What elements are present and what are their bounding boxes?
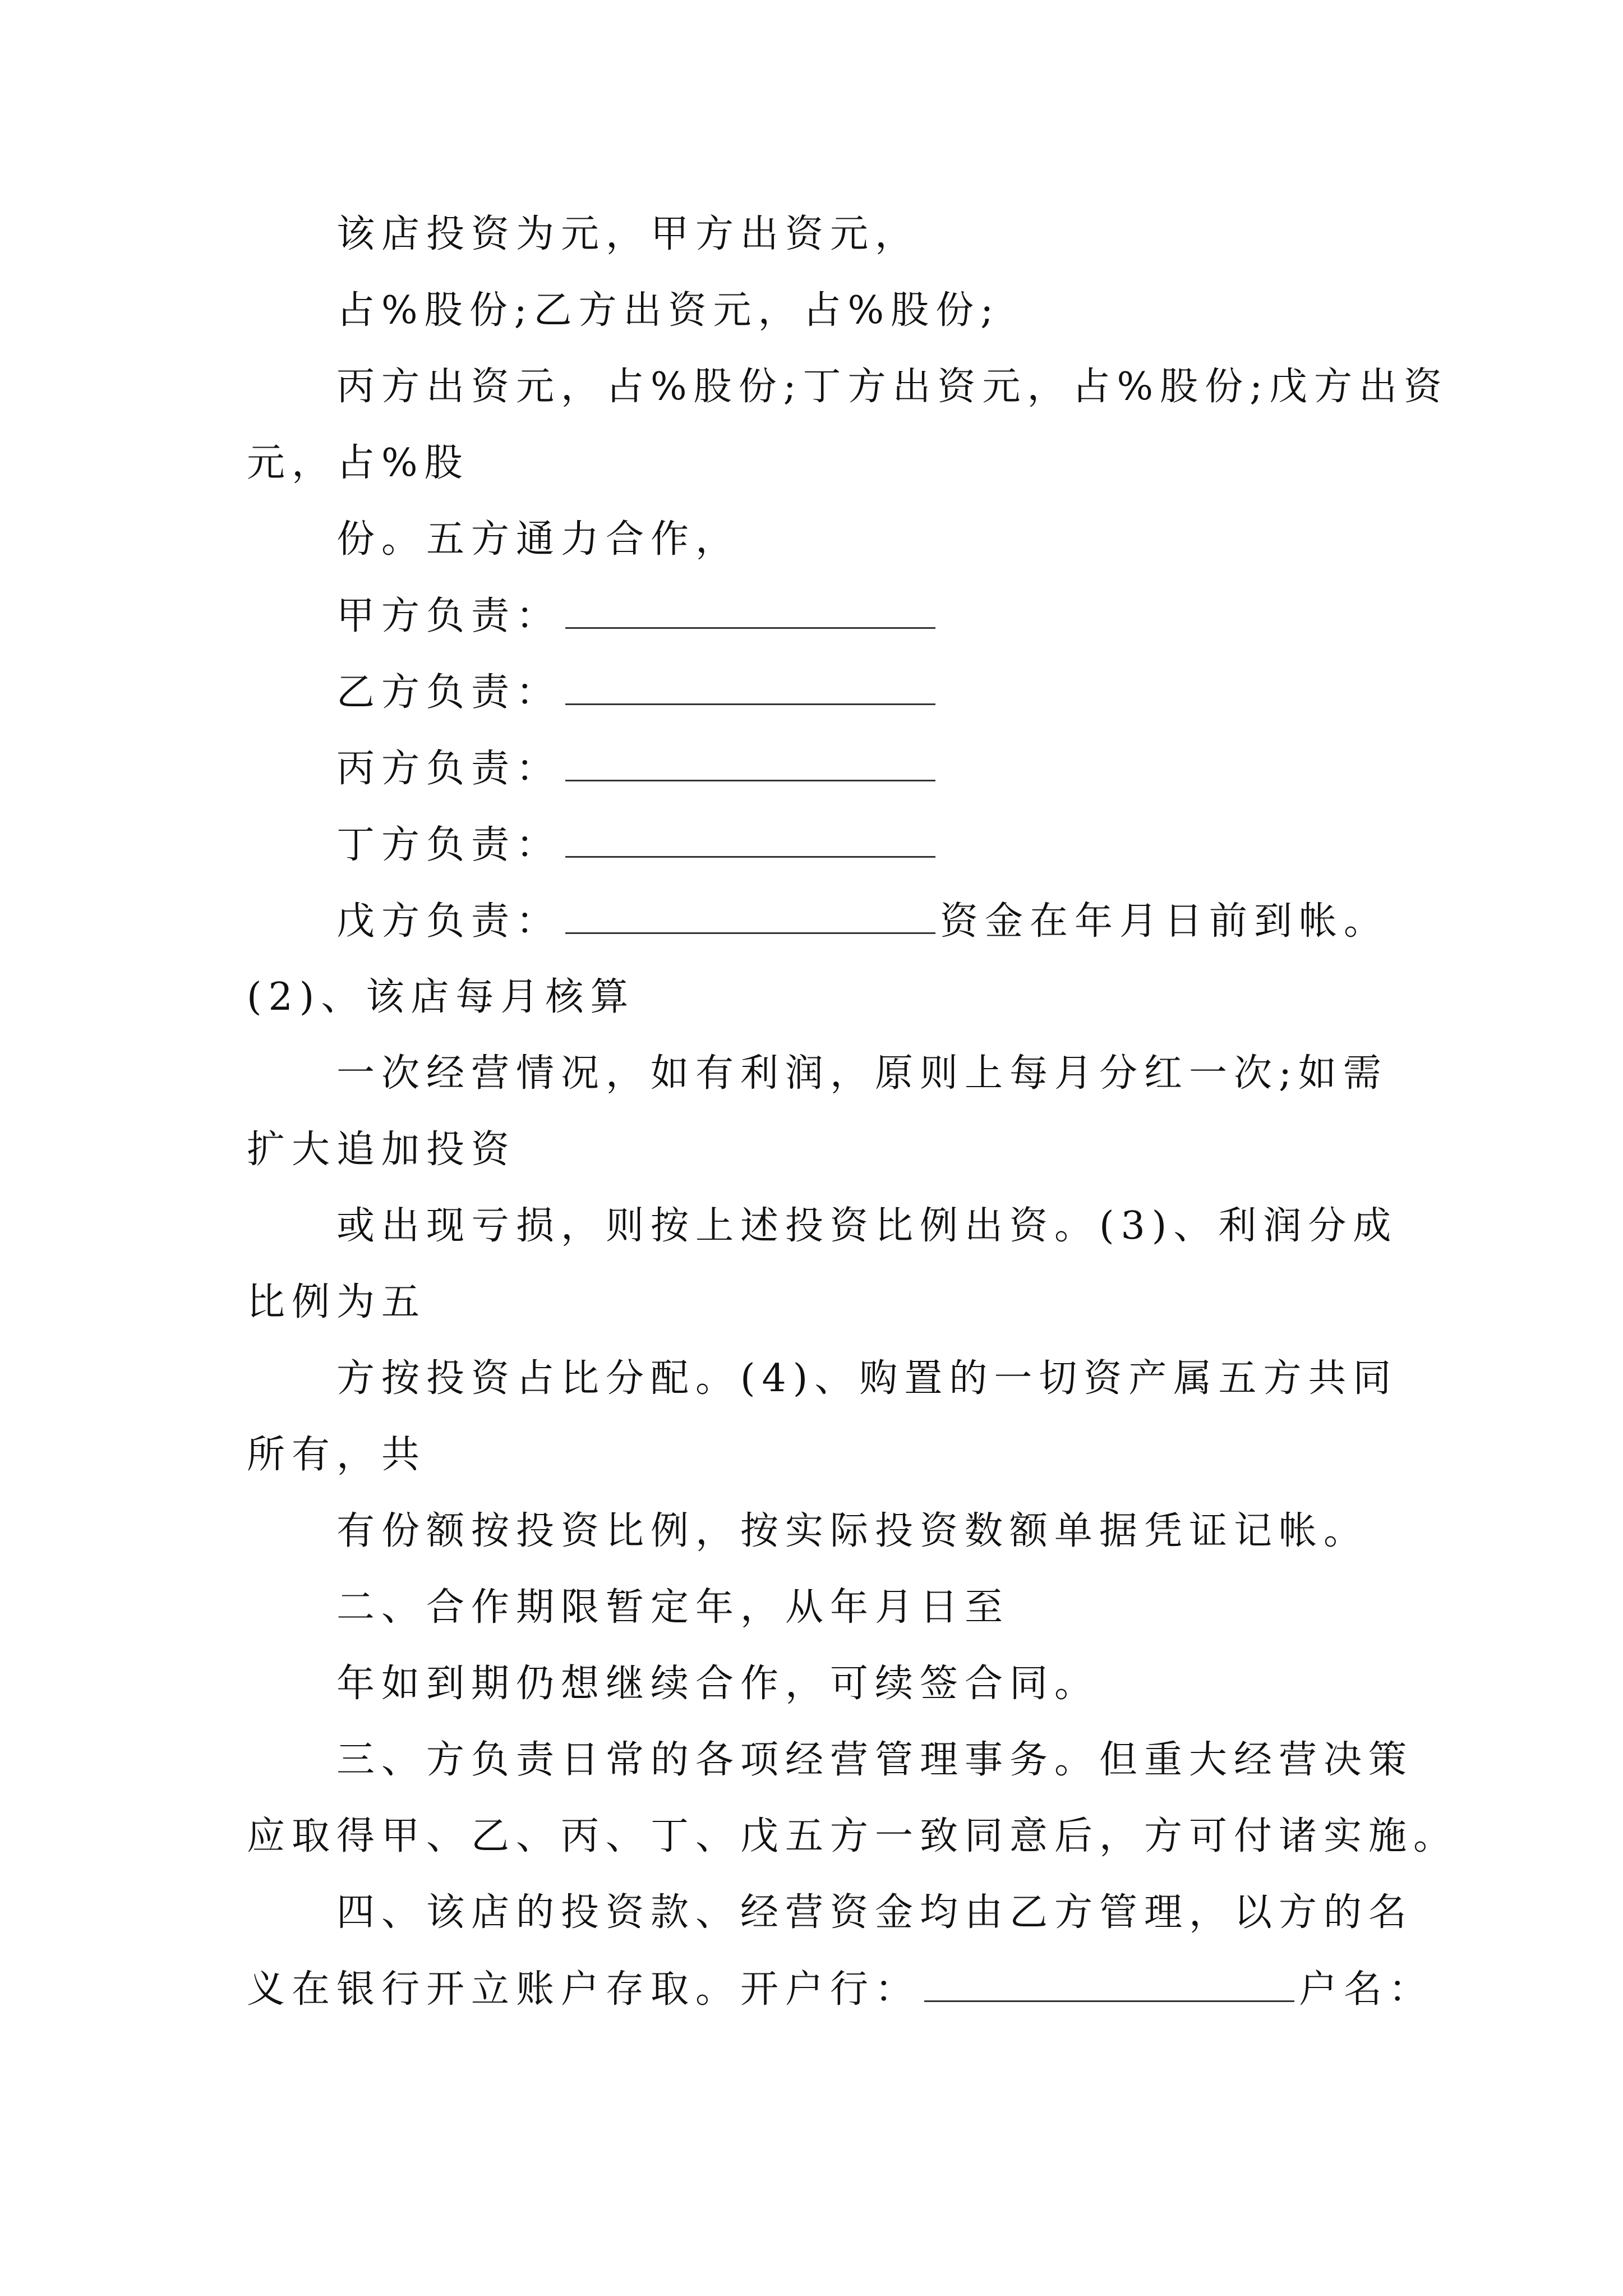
paragraph-line: 三、方负责日常的各项经营管理事务。但重大经营决策 [336, 1738, 1414, 1782]
paragraph-line: 一次经营情况，如有利润，原则上每月分红一次;如需 [336, 1051, 1388, 1096]
paragraph-line: 扩大追加投资 [247, 1128, 517, 1172]
paragraph-line: 元，占%股 [247, 441, 469, 485]
blank-field [565, 670, 935, 705]
blank-field [565, 899, 935, 934]
bank-label: 义在银行开立账户存取。开户行： [247, 1967, 920, 2012]
paragraph-line: 该店投资为元，甲方出资元， [336, 212, 920, 256]
paragraph-line: 比例为五 [247, 1280, 427, 1324]
responsibility-line-b [336, 670, 940, 715]
blank-field [565, 593, 935, 629]
responsibility-line-a [336, 593, 940, 639]
paragraph-line: 占%股份;乙方出资元，占%股份; [336, 288, 1000, 333]
paragraph-line: 年如到期仍想继续合作，可续签合同。 [336, 1662, 1100, 1706]
responsibility-label: 戊方负责： [336, 899, 561, 944]
account-name-label: 户名： [1299, 1967, 1434, 2012]
paragraph-line: 方按投资占比分配。(4)、购置的一切资产属五方共同 [336, 1356, 1398, 1401]
paragraph-line: 二、合作期限暂定年，从年月日至 [336, 1585, 1010, 1630]
paragraph-line: 所有，共 [247, 1433, 427, 1477]
paragraph-line: 应取得甲、乙、丙、丁、戊五方一致同意后，方可付诸实施。 [247, 1814, 1459, 1858]
blank-field [565, 822, 935, 858]
paragraph-line: 丙方出资元，占%股份;丁方出资元，占%股份;戊方出资 [336, 365, 1449, 409]
paragraph-line: (2)、该店每月核算 [247, 975, 635, 1019]
responsibility-line-d [336, 822, 940, 868]
paragraph-line: 份。五方通力合作， [336, 517, 741, 562]
bank-account-line [247, 1967, 1433, 2012]
responsibility-label: 乙方负责： [336, 670, 561, 715]
responsibility-label: 甲方负责： [336, 594, 561, 638]
paragraph-line: 或出现亏损，则按上述投资比例出资。(3)、利润分成 [336, 1204, 1398, 1248]
responsibility-line-c [336, 746, 940, 792]
responsibility-label: 丙方负责： [336, 747, 561, 791]
funding-deadline-text: 资金在年月日前到帐。 [940, 899, 1389, 944]
paragraph-line: 有份额按投资比例，按实际投资数额单据凭证记帐。 [336, 1509, 1369, 1553]
paragraph-line: 四、该店的投资款、经营资金均由乙方管理，以方的名 [336, 1890, 1414, 1935]
responsibility-line-e [336, 899, 1389, 944]
blank-field [924, 1967, 1294, 2002]
blank-field [565, 746, 935, 781]
responsibility-label: 丁方负责： [336, 823, 561, 867]
